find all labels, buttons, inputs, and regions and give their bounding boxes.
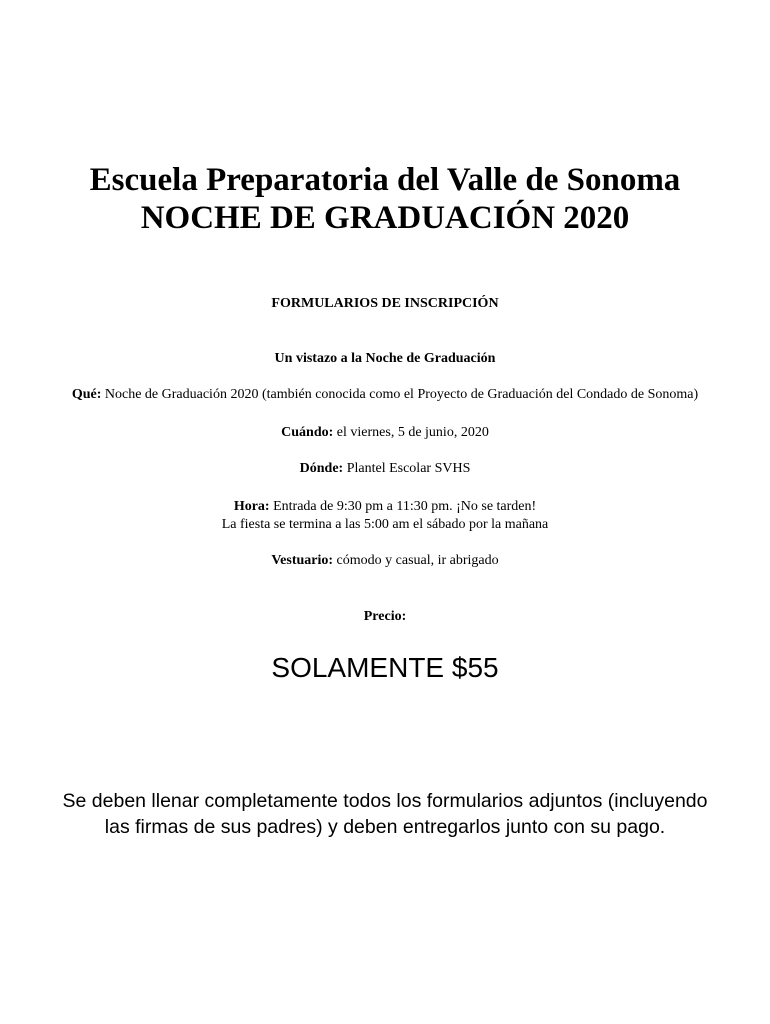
where-value: Plantel Escolar SVHS: [346, 461, 471, 476]
attire-value: cómodo y casual, ir abrigado: [336, 553, 499, 568]
what-value: Noche de Graduación 2020 (también conocida como el Proyecto de Graduación del Condado de Sonoma): [104, 387, 699, 402]
forms-heading: FORMULARIOS DE INSCRIPCIÓN: [271, 296, 499, 311]
where-line: [0, 461, 770, 477]
price-label: Precio:: [363, 609, 407, 624]
time-line: [0, 499, 770, 515]
time-value: Entrada de 9:30 pm a 11:30 pm. ¡No se tarden!: [273, 499, 537, 514]
school-title: Escuela Preparatoria del Valle de Sonoma: [89, 162, 681, 198]
price-amount: SOLAMENTE $55: [271, 652, 499, 683]
attire-label: Vestuario:: [271, 553, 334, 568]
event-title: NOCHE DE GRADUACIÓN 2020: [140, 200, 630, 236]
notice-line-1: Se deben llenar completamente todos los formularios adjuntos (incluyendo: [62, 790, 708, 812]
overview-heading: Un vistazo a la Noche de Graduación: [274, 351, 496, 366]
what-label: Qué:: [71, 387, 102, 402]
when-label: Cuándo:: [281, 425, 334, 440]
what-line: [0, 387, 770, 403]
time-line-2: La fiesta se termina a las 5:00 am el sábado por la mañana: [221, 517, 549, 532]
time-label: Hora:: [233, 499, 270, 514]
when-line: [0, 425, 770, 441]
where-label: Dónde:: [299, 461, 344, 476]
when-value: el viernes, 5 de junio, 2020: [336, 425, 489, 440]
notice-line-2: las firmas de sus padres) y deben entregarlos junto con su pago.: [104, 816, 666, 838]
attire-line: [0, 553, 770, 569]
